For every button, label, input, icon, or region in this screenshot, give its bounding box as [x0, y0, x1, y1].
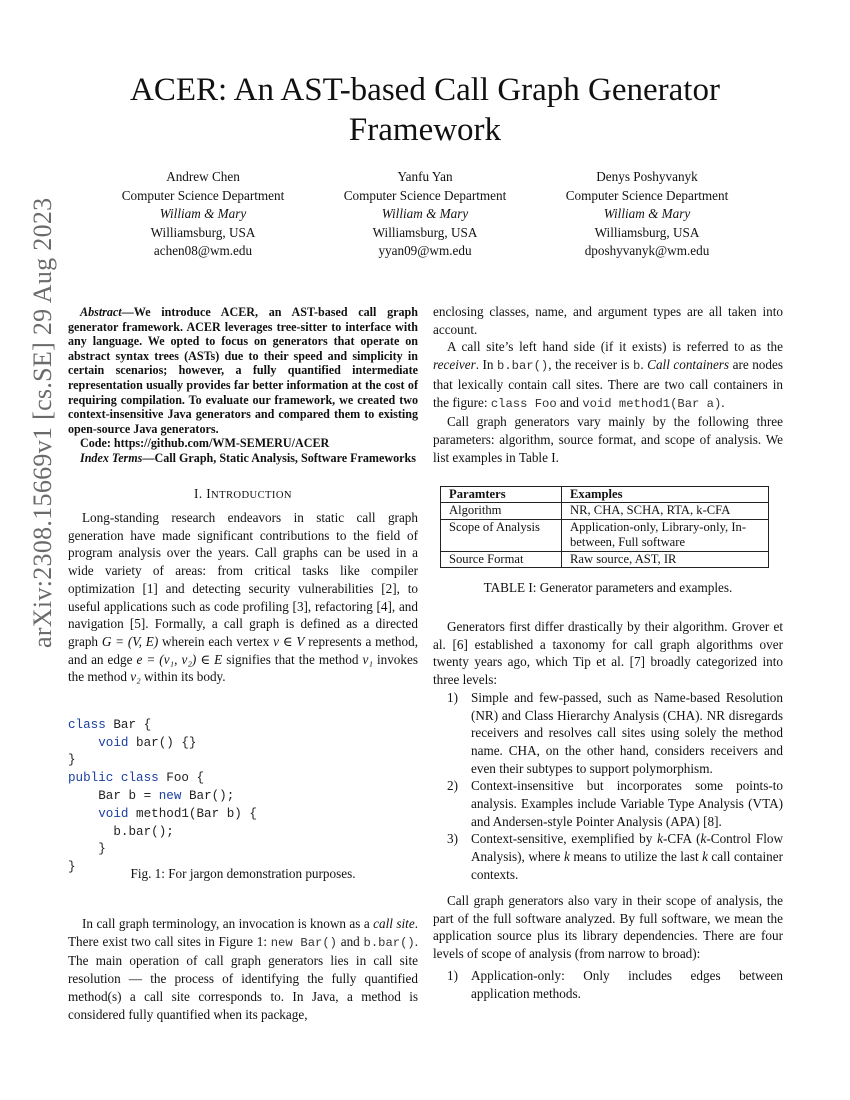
- author-name: Andrew Chen: [166, 169, 240, 184]
- code-line: }: [68, 860, 76, 875]
- table-cell: Application-only, Library-only, In-between, Full software: [562, 519, 769, 551]
- scope-section: [433, 892, 783, 1002]
- author-city: Williamsburg, USA: [150, 224, 256, 240]
- table-cell: Scope of Analysis: [441, 519, 562, 551]
- code-line: }: [68, 753, 76, 768]
- section-heading-introduction: I. INTRODUCTION: [194, 486, 292, 501]
- title-line-1: ACER: An AST-based Call Graph Generator: [130, 72, 720, 108]
- author-email: achen08@wm.edu: [153, 243, 253, 259]
- table-header: Paramters: [441, 487, 562, 503]
- code-link[interactable]: Code: https://github.com/WM-SEMERU/ACER: [80, 436, 330, 451]
- abstract-label: Abstract: [80, 305, 122, 319]
- code-line: }: [98, 842, 106, 857]
- algorithm-section: [433, 618, 783, 884]
- author-email: dposhyvanyk@wm.edu: [584, 243, 710, 259]
- list-item: 2) Context-insensitive but incorporates some points-to analysis. Examples include Variable Type Analysis (VTA) and Andersen-style Pointer Analysis (APA) [8].: [447, 778, 783, 829]
- author-city: Williamsburg, USA: [594, 224, 700, 240]
- paper-title: [0, 70, 850, 150]
- table-row: [441, 551, 769, 567]
- author-block-3: [532, 168, 762, 261]
- author-school: William & Mary: [603, 206, 691, 222]
- table-1-caption: TABLE I: Generator parameters and examples.: [483, 580, 733, 595]
- scope-levels-list: [433, 967, 783, 1002]
- code-line: public class Foo {: [68, 771, 205, 786]
- author-school: William & Mary: [159, 206, 247, 222]
- table-row: [441, 503, 769, 519]
- author-block-2: [310, 168, 540, 261]
- author-name: Yanfu Yan: [397, 169, 453, 184]
- table-header-row: [441, 487, 769, 503]
- table-row: [441, 519, 769, 551]
- list-item: 1) Application-only: Only includes edges between application methods.: [447, 967, 783, 1001]
- author-dept: Computer Science Department: [343, 187, 507, 203]
- code-line: class Bar {: [68, 717, 152, 732]
- arxiv-identifier: arXiv:2308.15669v1 [cs.SE] 29 Aug 2023: [28, 197, 57, 648]
- list-item: 3) Context-sensitive, exemplified by k-CFA (k-Control Flow Analysis), where k means to utilize the last k call container contexts.: [447, 831, 784, 882]
- author-email: yyan09@wm.edu: [378, 243, 472, 259]
- title-line-2: Framework: [348, 112, 502, 148]
- table-cell: Raw source, AST, IR: [562, 551, 769, 567]
- code-line: Bar b = new Bar();: [98, 788, 235, 803]
- code-line: void method1(Bar b) {: [98, 806, 257, 821]
- table-cell: Source Format: [441, 551, 562, 567]
- table-header: Examples: [562, 487, 769, 503]
- intro-paragraph: Long-standing research endeavors in static call graph generation have made significant contributions to the field of program analysis over the years. Call graphs can be used in a wide variety of areas: from critical tasks like compiler optimization [1] and detecting security vulnerabilities [2], to useful applications such as code profiling [3], refactoring [4], and navigation [5]. Formally, a call graph is defined as a directed graph G = (V, E) wherein each vertex v ∈ V represents a method, and an edge e = (v₁, v₂) ∈ E signifies that the method v₁ invokes the method v₂ within its body.: [68, 510, 419, 685]
- scope-paragraph: Call graph generators also vary in their scope of analysis, the part of the full software analyzed. By full software, we mean the application source plus its library dependencies. There are four levels of scope of analysis (from narrow to broad):: [433, 893, 783, 962]
- author-city: Williamsburg, USA: [372, 224, 478, 240]
- table-1: [440, 486, 769, 568]
- figure-1-caption: Fig. 1: For jargon demonstration purposes.: [130, 866, 356, 881]
- code-line: void bar() {}: [98, 735, 197, 750]
- algorithm-levels-list: [433, 689, 783, 884]
- abstract-text: —We introduce ACER, an AST-based call graph generator framework. ACER leverages tree-sitter to interface with any language. We opted to focus on generators that operate on abstract syntax trees (ASTs) due to their speed and simplicity in certain scenarios; however, a fully quantified intermediate representation usually provides far better information at the cost of requiring compilation. To evaluate our framework, we created two context-insensitive Java generators and compared them to existing open-source Java generators.: [68, 305, 418, 436]
- parameters-table: [440, 486, 769, 568]
- author-dept: Computer Science Department: [121, 187, 285, 203]
- list-item: 1) Simple and few-passed, such as Name-based Resolution (NR) and Class Hierarchy Analysis (CHA). NR disregards receivers and resolves call sites using solely the method name. CHA, on the other hand, considers receivers and even their subtypes to support polymorphism.: [447, 689, 783, 776]
- algorithm-paragraph: Generators first differ drastically by their algorithm. Grover et al. [6] established a taxonomy for call graph algorithms over twenty years ago, which Tip et al. [7] broadly categorized into three levels:: [433, 619, 783, 688]
- right-column-top: [433, 303, 783, 466]
- parameters-paragraph: Call graph generators vary mainly by the following three parameters: algorithm, source format, and scope of analysis. We list examples in Table I.: [433, 414, 783, 465]
- receiver-paragraph: A call site’s left hand side (if it exists) is referred to as the receiver. In b.bar(), the receiver is b. Call containers are nodes that lexically contain call sites. There are two call containers in the figure: class Foo and void method1(Bar a).: [433, 339, 783, 411]
- continued-text: enclosing classes, name, and argument types are all taken into account.: [433, 304, 783, 337]
- index-terms-label: Index Terms: [80, 450, 143, 465]
- author-dept: Computer Science Department: [565, 187, 729, 203]
- abstract: [68, 305, 418, 466]
- table-cell: Algorithm: [441, 503, 562, 519]
- call-site-paragraph: In call graph terminology, an invocation is known as a call site. There exist two call sites in Figure 1: new Bar() and b.bar(). The main operation of call graph generators lies in call site resolution — the process of identifying the fully quantified method(s) a call site corresponds to. In Java, a method is considered fully quantified when its package,: [68, 916, 418, 1022]
- code-line: b.bar();: [113, 824, 174, 839]
- table-cell: NR, CHA, SCHA, RTA, k-CFA: [562, 503, 769, 519]
- author-school: William & Mary: [381, 206, 469, 222]
- index-terms: —Call Graph, Static Analysis, Software Frameworks: [142, 450, 416, 465]
- author-name: Denys Poshyvanyk: [596, 169, 698, 184]
- author-block-1: [88, 168, 318, 261]
